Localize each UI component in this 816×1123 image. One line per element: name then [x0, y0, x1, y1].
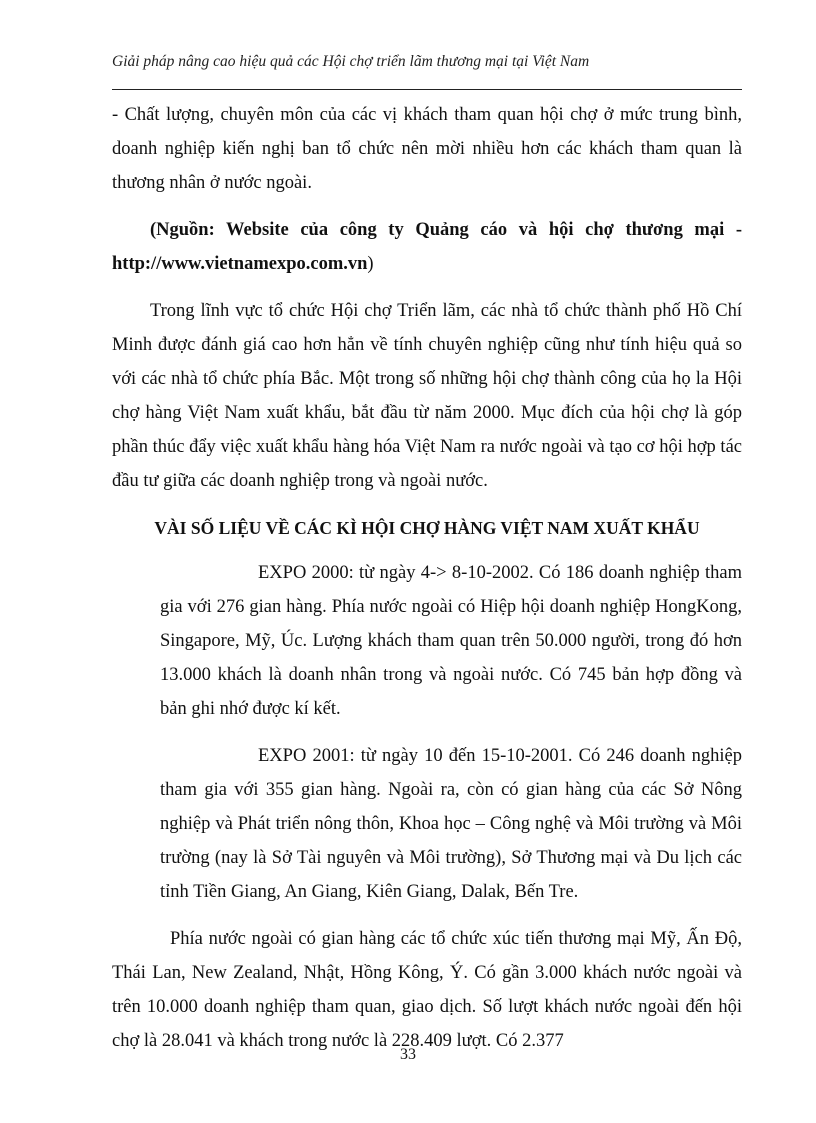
- page-body: [112, 98, 742, 1058]
- section-heading: VÀI SỐ LIỆU VỀ CÁC KÌ HỘI CHỢ HÀNG VIỆT NAM XUẤT KHẨU: [154, 518, 700, 538]
- paragraph-expo-2000: EXPO 2000: từ ngày 4-> 8-10-2002. Có 186 doanh nghiệp tham gia với 276 gian hàng. Phía nước ngoài có Hiệp hội doanh nghiệp HongKong, Singapore, Mỹ, Úc. Lượng khách tham quan trên 50.000 người, trong đó hơn 13.000 khách là doanh nhân trong và ngoài nước. Có 745 bản hợp đồng và bản ghi nhớ được kí kết.: [160, 563, 742, 719]
- paragraph-expo-2001: EXPO 2001: từ ngày 10 đến 15-10-2001. Có 246 doanh nghiệp tham gia với 355 gian hàng. Ngoài ra, còn có gian hàng của các Sở Nông nghiệp và Phát triển nông thôn, Khoa học – Công nghệ và Môi trường và Môi trường (nay là Sở Tài nguyên và Môi trường), Sở Thương mại và Du lịch các tỉnh Tiền Giang, An Giang, Kiên Giang, Dalak, Bến Tre.: [160, 746, 742, 902]
- running-header: Giải pháp nâng cao hiệu quả các Hội chợ triển lãm thương mại tại Việt Nam: [112, 53, 590, 70]
- page-number: 33: [400, 1046, 416, 1063]
- paragraph-visitor-quality: - Chất lượng, chuyên môn của các vị khách tham quan hội chợ ở mức trung bình, doanh nghiệp kiến nghị ban tổ chức nên mời nhiều hơn các khách tham quan là thương nhân ở nước ngoài.: [112, 105, 742, 193]
- paragraph-hcmc-organizers: Trong lĩnh vực tổ chức Hội chợ Triển lãm, các nhà tổ chức thành phố Hồ Chí Minh được đánh giá cao hơn hẳn về tính chuyên nghiệp cũng như tính hiệu quả so với các nhà tổ chức phía Bắc. Một trong số những hội chợ thành công của họ la Hội chợ hàng Việt Nam xuất khẩu, bắt đầu từ năm 2000. Mục đích của hội chợ là góp phần thúc đẩy việc xuất khẩu hàng hóa Việt Nam ra nước ngoài và tạo cơ hội hợp tác đầu tư giữa các doanh nghiệp trong và ngoài nước.: [112, 301, 742, 491]
- source-citation-text: (Nguồn: Website của công ty Quảng cáo và hội chợ thương mại - http://www.vietnamexpo.com.vn: [112, 220, 742, 274]
- header-divider: [112, 89, 742, 90]
- source-citation-close: ): [367, 254, 374, 274]
- paragraph-foreign-exhibitors: Phía nước ngoài có gian hàng các tổ chức xúc tiến thương mại Mỹ, Ấn Độ, Thái Lan, New Zealand, Nhật, Hồng Kông, Ý. Có gần 3.000 khách nước ngoài và trên 10.000 doanh nghiệp tham quan, giao dịch. Số lượt khách nước ngoài đến hội chợ là 28.041 và khách trong nước là 228.409 lượt. Có 2.377: [112, 929, 742, 1051]
- source-citation: [112, 213, 742, 281]
